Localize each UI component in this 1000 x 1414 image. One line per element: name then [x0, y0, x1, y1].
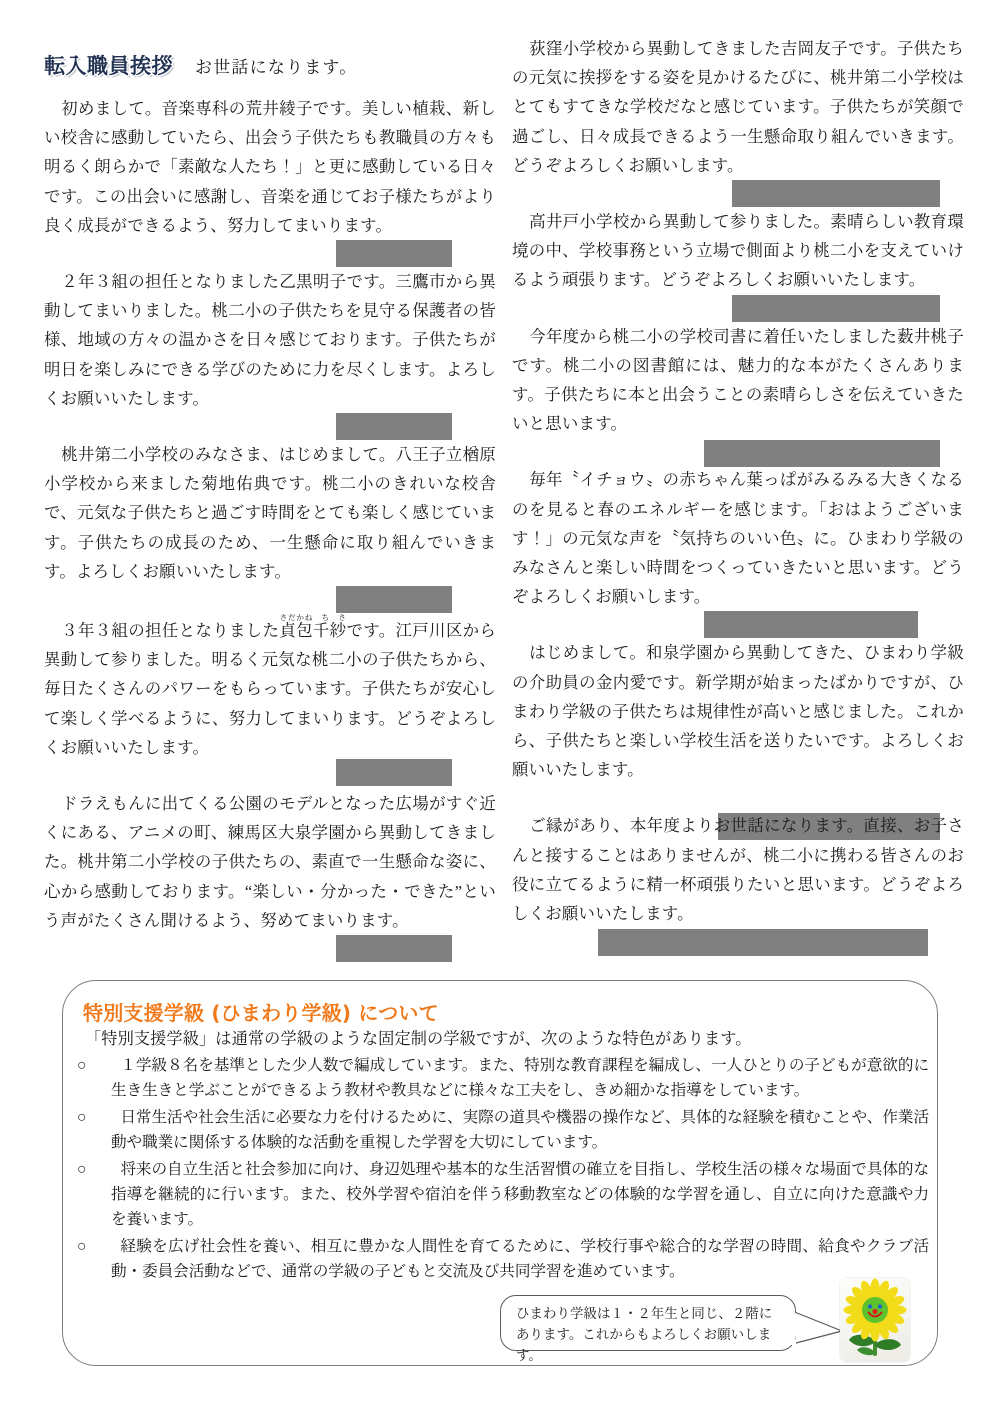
paragraph-text: はじめまして。和泉学園から異動してきた、ひまわり学級の介助員の金内愛です。新学期が始まったばかりですが、ひまわり学級の子供たちは規律性が高いと感じました。これから、子供たちと楽しい学校生活を送りたいです。よろしくお願いいたします。	[512, 643, 964, 780]
paragraph-text: ご縁があり、本年度よりお世話になります。直接、お子さんと接することはありませんが、桃二小に携わる皆さんのお役に立てるように精一杯頑張りたいと思います。どうぞよろしくお願いいたします。	[512, 816, 964, 924]
page-title: 転入職員挨拶	[44, 54, 173, 78]
list-item	[75, 1234, 929, 1285]
greeting-paragraph-sadakane	[44, 613, 496, 762]
list-item-text: １学級８名を基準とした少人数で編成しています。また、特別な教育課程を編成し、一人ひとりの子どもが意欲的に生き生きと学ぶことができるよう教材や教具などに様々な工夫をし、きめ細かな指導をしています。	[111, 1057, 929, 1100]
greeting-paragraph-icho	[512, 465, 964, 611]
paragraph-text: 高井戸小学校から異動して参りました。素晴らしい教育環境の中、学校事務という立場で側面より桃二小を支えていけるよう頑張ります。どうぞよろしくお願いいたします。	[512, 212, 964, 290]
panel-feature-list	[75, 1053, 929, 1286]
speech-bubble-text: ひまわり学級は１・２年生と同じ、２階にあります。これからもよろしくお願いします。	[516, 1306, 773, 1363]
redaction-block	[598, 929, 928, 956]
greeting-paragraph-yabui	[512, 322, 964, 439]
bullet-marker-icon: ○	[77, 1237, 87, 1255]
redaction-block	[336, 586, 452, 613]
paragraph-text: 桃井第二小学校のみなさま、はじめまして。八王子立楢原小学校から来ました菊地佑典です。桃二小のきれいな校舎で、元気な子供たちと過ごす時間をとても楽しく感じています。子供たちの成長のため、一生懸命に取り組んでいきます。よろしくお願いいたします。	[44, 445, 496, 581]
redaction-block	[336, 240, 452, 267]
paragraph-text: 初めまして。音楽専科の荒井綾子です。美しい植栽、新しい校舎に感動していたら、出会う子供たちも教職員の方々も明るく朗らかで「素敵な人たち！」と更に感動している日々です。この出会いに感謝し、音楽を通じてお子様たちがより良く成長ができるよう、努力してまいります。	[44, 99, 496, 235]
ruby-furigana: さだかね ち さ	[279, 613, 347, 623]
left-column	[44, 94, 496, 962]
list-item-text: 将来の自立生活と社会参加に向け、身辺処理や基本的な生活習慣の確立を目指し、学校生活の様々な場面で具体的な指導を継続的に行います。また、校外学習や宿泊を伴う移動教室などの体験的な学習を通し、自立に向けた意識や力を養います。	[111, 1160, 929, 1229]
page-subtitle: お世話になります。	[195, 58, 358, 77]
greeting-paragraph-goen	[512, 811, 964, 928]
right-column	[512, 34, 964, 955]
ruby-base: 貞包千紗	[279, 621, 347, 641]
redaction-block	[704, 611, 918, 638]
list-item	[75, 1157, 929, 1233]
list-item	[75, 1053, 929, 1104]
panel-lead-text: 「特別支援学級」は通常の学級のような固定制の学級ですが、次のような特色があります。	[85, 1030, 752, 1048]
bullet-marker-icon: ○	[77, 1057, 87, 1074]
paragraph-text: ２年３組の担任となりました乙黒明子です。三鷹市から異動してまいりました。桃二小の子供たちを見守る保護者の皆様、地域の方々の温かさを日々感じております。子供たちが明日を楽しみにできる学びのために力を尽くします。よろしくお願いいたします。	[44, 272, 496, 408]
sunflower-photo	[840, 1278, 910, 1362]
paragraph-text: 荻窪小学校から異動してきました吉岡友子です。子供たちの元気に挨拶をする姿を見かけるたびに、桃井第二小学校はとてもすてきな学校だなと感じています。子供たちが笑顔で過ごし、日々成長できるよう一生懸命取り組んでいきます。どうぞよろしくお願いします。	[512, 39, 964, 175]
greeting-paragraph-yoshioka	[512, 34, 964, 180]
greeting-paragraph-kikuchi	[44, 440, 496, 586]
bullet-marker-icon: ○	[77, 1108, 87, 1126]
list-item-text: 経験を広げ社会性を養い、相互に豊かな人間性を育てるために、学校行事や総合的な学習の時間、給食やクラブ活動・委員会活動などで、通常の学級の子どもと交流及び共同学習を進めています。	[111, 1237, 929, 1281]
redaction-block	[336, 935, 452, 962]
panel-heading: 特別支援学級 (ひまわり学級) について	[83, 1001, 439, 1025]
speech-bubble	[500, 1295, 796, 1363]
page-header	[44, 50, 357, 80]
bullet-marker-icon: ○	[77, 1160, 87, 1178]
greeting-paragraph-otoguro	[44, 267, 496, 413]
redaction-block	[336, 759, 452, 786]
redaction-block	[732, 295, 940, 322]
paragraph-text-before: ３年３組の担任となりました	[61, 621, 280, 641]
speech-bubble-tail-icon	[790, 1309, 846, 1351]
list-item	[75, 1105, 929, 1156]
greeting-paragraph-arai	[44, 94, 496, 240]
greeting-paragraph-takaido	[512, 207, 964, 295]
greeting-paragraph-nerima	[44, 789, 496, 935]
list-item-text: 日常生活や社会生活に必要な力を付けるために、実際の道具や機器の操作など、具体的な経験を積むことや、作業活動や職業に関係する体験的な活動を重視した学習を大切にしています。	[111, 1108, 929, 1152]
redaction-block	[336, 413, 452, 440]
redaction-block	[704, 440, 940, 467]
paragraph-text-after: です。江戸川区から異動して参りました。明るく元気な桃二小の子供たちから、毎日たくさんのパワーをもらっています。子供たちが安心して楽しく学べるように、努力してまいります。どうぞよろしくお願いいたします。	[44, 621, 497, 757]
paragraph-text: 今年度から桃二小の学校司書に着任いたしました薮井桃子です。桃二小の図書館には、魅力的な本がたくさんあります。子供たちに本と出会うことの素晴らしさを伝えていきたいと思います。	[512, 326, 964, 434]
greeting-paragraph-kanauchi	[512, 638, 964, 784]
paragraph-text: 毎年〝イチョウ〟の赤ちゃん葉っぱがみるみる大きくなるのを見ると春のエネルギーを感じます。「おはようございます！」の元気な声を〝気持ちのいい色〟に。ひまわり学級のみなさんと楽しい時間をつくっていきたいと思います。どうぞよろしくお願いします。	[512, 470, 964, 607]
redaction-block	[732, 180, 940, 207]
sunflower-icon	[840, 1278, 910, 1362]
ruby-name-sadakane	[279, 613, 347, 641]
paragraph-text: ドラえもんに出てくる公園のモデルとなった広場がすぐ近くにある、アニメの町、練馬区大泉学園から異動してきました。桃井第二小学校の子供たちの、素直で一生懸命な姿に、心から感動しております。“楽しい・分かった・できた”という声がたくさん聞けるよう、努めてまいります。	[44, 794, 496, 930]
